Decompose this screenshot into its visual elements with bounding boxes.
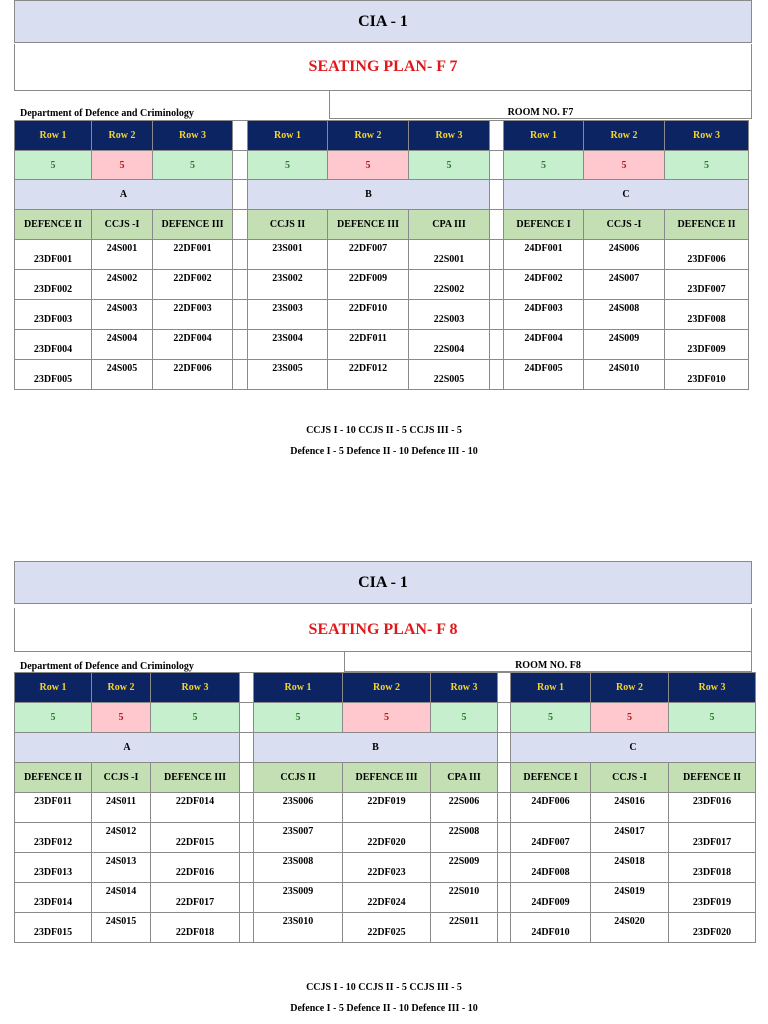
row-1-label: Row 1 [15, 121, 92, 151]
block-gap [233, 360, 248, 390]
seat-row [15, 330, 749, 360]
block-gap [498, 673, 511, 703]
seat-row [15, 270, 749, 300]
seat-cell: 23DF009 [665, 330, 749, 360]
block-gap [490, 210, 504, 240]
seat-cell: 22DF019 [343, 793, 431, 823]
seat-cell: 23DF013 [15, 853, 92, 883]
seat-cell: 24S018 [591, 853, 669, 883]
seat-cell: 23S003 [248, 300, 328, 330]
department-room-row [14, 652, 752, 672]
row-1-count: 5 [254, 703, 343, 733]
row-3-label: Row 3 [665, 121, 749, 151]
block-gap [498, 853, 511, 883]
row-2-count: 5 [92, 151, 153, 180]
row-2-label: Row 2 [92, 121, 153, 151]
block-c-name: C [504, 180, 749, 210]
seating-grid [14, 120, 749, 390]
row-3-label: Row 3 [431, 673, 498, 703]
seat-cell: 22DF004 [153, 330, 233, 360]
seat-row [15, 823, 756, 853]
ccjs-summary: CCJS I - 10 CCJS II - 5 CCJS III - 5 [306, 425, 462, 436]
row-3-label: Row 3 [153, 121, 233, 151]
seat-cell: 24S012 [92, 823, 151, 853]
seat-cell: 23DF006 [665, 240, 749, 270]
column-header-row [15, 763, 756, 793]
row-2-label: Row 2 [343, 673, 431, 703]
block-b-name: B [248, 180, 490, 210]
seat-cell: 22DF023 [343, 853, 431, 883]
seat-cell: 24DF010 [511, 913, 591, 943]
seat-cell: 24S017 [591, 823, 669, 853]
seat-cell: 24DF002 [504, 270, 584, 300]
column-header: DEFENCE III [151, 763, 240, 793]
seating-grid [14, 672, 756, 943]
block-gap [240, 823, 254, 853]
room-number: ROOM NO. F7 [329, 91, 752, 119]
column-header: CCJS -I [92, 210, 153, 240]
row-2-count: 5 [343, 703, 431, 733]
row-label-row [15, 673, 756, 703]
block-gap [233, 121, 248, 151]
exam-title: CIA - 1 [14, 0, 752, 43]
department-name: Department of Defence and Criminology [20, 108, 194, 119]
seat-cell: 24S002 [92, 270, 153, 300]
block-gap [240, 733, 254, 763]
block-gap [240, 883, 254, 913]
block-gap [498, 883, 511, 913]
seat-cell: 23S009 [254, 883, 343, 913]
seat-row [15, 853, 756, 883]
row-2-count: 5 [591, 703, 669, 733]
seat-cell: 22S005 [409, 360, 490, 390]
seat-cell: 23DF020 [669, 913, 756, 943]
block-c-name: C [511, 733, 756, 763]
seat-cell: 23S008 [254, 853, 343, 883]
column-header: DEFENCE II [665, 210, 749, 240]
row-2-label: Row 2 [591, 673, 669, 703]
column-header: DEFENCE II [15, 763, 92, 793]
seat-cell: 24S019 [591, 883, 669, 913]
seat-cell: 22DF024 [343, 883, 431, 913]
block-gap [233, 330, 248, 360]
row-1-label: Row 1 [15, 673, 92, 703]
column-header: CPA III [431, 763, 498, 793]
block-gap [498, 703, 511, 733]
seat-cell: 22DF011 [328, 330, 409, 360]
seat-cell: 23DF016 [669, 793, 756, 823]
column-header: CPA III [409, 210, 490, 240]
column-header: DEFENCE III [328, 210, 409, 240]
row-2-label: Row 2 [584, 121, 665, 151]
seat-cell: 24S006 [584, 240, 665, 270]
seat-cell: 23DF003 [15, 300, 92, 330]
seating-plan-title: SEATING PLAN- F 8 [14, 608, 752, 652]
seat-cell: 23DF017 [669, 823, 756, 853]
seat-cell: 24DF007 [511, 823, 591, 853]
block-gap [240, 793, 254, 823]
seat-cell: 22S004 [409, 330, 490, 360]
column-header: CCJS -I [584, 210, 665, 240]
column-header: CCJS II [254, 763, 343, 793]
seat-cell: 23DF014 [15, 883, 92, 913]
block-gap [240, 673, 254, 703]
seat-cell: 24S010 [584, 360, 665, 390]
seat-cell: 22DF017 [151, 883, 240, 913]
ccjs-summary: CCJS I - 10 CCJS II - 5 CCJS III - 5 [306, 982, 462, 993]
seat-cell: 24S015 [92, 913, 151, 943]
seat-cell: 24DF005 [504, 360, 584, 390]
row-count-row [15, 703, 756, 733]
seat-cell: 23DF010 [665, 360, 749, 390]
block-name-row [15, 733, 756, 763]
seat-cell: 24DF004 [504, 330, 584, 360]
row-3-label: Row 3 [409, 121, 490, 151]
block-gap [490, 330, 504, 360]
seat-cell: 24S013 [92, 853, 151, 883]
seat-cell: 24DF003 [504, 300, 584, 330]
row-2-label: Row 2 [328, 121, 409, 151]
seat-cell: 23DF005 [15, 360, 92, 390]
seat-cell: 23DF018 [669, 853, 756, 883]
block-gap [490, 151, 504, 180]
seat-cell: 24S003 [92, 300, 153, 330]
seat-cell: 23DF002 [15, 270, 92, 300]
row-3-count: 5 [409, 151, 490, 180]
seat-cell: 22DF015 [151, 823, 240, 853]
block-gap [490, 360, 504, 390]
seat-cell: 24S001 [92, 240, 153, 270]
seat-cell: 22S008 [431, 823, 498, 853]
row-3-label: Row 3 [669, 673, 756, 703]
block-gap [233, 270, 248, 300]
seat-cell: 22S009 [431, 853, 498, 883]
seat-cell: 23DF019 [669, 883, 756, 913]
block-gap [233, 300, 248, 330]
seat-cell: 24S007 [584, 270, 665, 300]
row-3-count: 5 [151, 703, 240, 733]
seat-cell: 22DF003 [153, 300, 233, 330]
block-gap [233, 180, 248, 210]
row-3-label: Row 3 [151, 673, 240, 703]
row-count-row [15, 151, 749, 180]
defence-summary: Defence I - 5 Defence II - 10 Defence III - 10 [290, 1003, 478, 1014]
row-1-label: Row 1 [248, 121, 328, 151]
seat-cell: 23S004 [248, 330, 328, 360]
seat-row [15, 360, 749, 390]
block-a-name: A [15, 180, 233, 210]
seat-cell: 24S011 [92, 793, 151, 823]
column-header: DEFENCE II [15, 210, 92, 240]
block-gap [498, 823, 511, 853]
column-header: CCJS -I [591, 763, 669, 793]
seat-cell: 22DF010 [328, 300, 409, 330]
seat-cell: 22S003 [409, 300, 490, 330]
column-header-row [15, 210, 749, 240]
seat-cell: 22S002 [409, 270, 490, 300]
block-gap [240, 853, 254, 883]
row-1-label: Row 1 [254, 673, 343, 703]
row-1-count: 5 [15, 151, 92, 180]
block-gap [498, 763, 511, 793]
room-number: ROOM NO. F8 [344, 652, 752, 672]
row-3-count: 5 [669, 703, 756, 733]
block-gap [233, 151, 248, 180]
block-gap [490, 270, 504, 300]
department-name: Department of Defence and Criminology [20, 661, 194, 672]
column-header: DEFENCE I [511, 763, 591, 793]
department-room-row [14, 91, 752, 119]
defence-summary: Defence I - 5 Defence II - 10 Defence III - 10 [290, 446, 478, 457]
block-gap [240, 913, 254, 943]
seat-row [15, 300, 749, 330]
seat-cell: 22DF014 [151, 793, 240, 823]
seat-cell: 24S014 [92, 883, 151, 913]
block-gap [498, 793, 511, 823]
seat-row [15, 793, 756, 823]
seat-cell: 22DF006 [153, 360, 233, 390]
seat-cell: 23DF015 [15, 913, 92, 943]
row-1-count: 5 [504, 151, 584, 180]
column-header: DEFENCE II [669, 763, 756, 793]
block-gap [240, 763, 254, 793]
seat-cell: 22DF025 [343, 913, 431, 943]
block-a-name: A [15, 733, 240, 763]
seat-row [15, 240, 749, 270]
seat-cell: 22DF009 [328, 270, 409, 300]
seat-cell: 23DF008 [665, 300, 749, 330]
row-1-label: Row 1 [504, 121, 584, 151]
seat-cell: 24DF008 [511, 853, 591, 883]
seat-cell: 23DF001 [15, 240, 92, 270]
seat-cell: 24DF009 [511, 883, 591, 913]
seat-cell: 24DF001 [504, 240, 584, 270]
row-1-label: Row 1 [511, 673, 591, 703]
seat-cell: 22DF001 [153, 240, 233, 270]
seat-cell: 23DF004 [15, 330, 92, 360]
column-header: DEFENCE III [343, 763, 431, 793]
seat-cell: 24S008 [584, 300, 665, 330]
row-3-count: 5 [153, 151, 233, 180]
block-gap [240, 703, 254, 733]
column-header: CCJS -I [92, 763, 151, 793]
seat-cell: 23DF011 [15, 793, 92, 823]
seat-cell: 22DF012 [328, 360, 409, 390]
block-gap [490, 121, 504, 151]
seat-cell: 22DF002 [153, 270, 233, 300]
seat-cell: 24S020 [591, 913, 669, 943]
seat-cell: 23DF007 [665, 270, 749, 300]
column-header: DEFENCE III [153, 210, 233, 240]
seat-cell: 22DF007 [328, 240, 409, 270]
seat-cell: 23S006 [254, 793, 343, 823]
exam-title: CIA - 1 [14, 561, 752, 604]
block-name-row [15, 180, 749, 210]
block-gap [490, 180, 504, 210]
seat-row [15, 913, 756, 943]
seat-cell: 22S010 [431, 883, 498, 913]
seat-row [15, 883, 756, 913]
row-1-count: 5 [15, 703, 92, 733]
seat-cell: 22DF018 [151, 913, 240, 943]
block-gap [498, 913, 511, 943]
seat-cell: 22DF020 [343, 823, 431, 853]
block-gap [490, 300, 504, 330]
row-3-count: 5 [431, 703, 498, 733]
block-gap [233, 240, 248, 270]
row-1-count: 5 [511, 703, 591, 733]
seat-cell: 23S001 [248, 240, 328, 270]
seat-cell: 24S004 [92, 330, 153, 360]
seat-cell: 24S005 [92, 360, 153, 390]
seat-cell: 23S007 [254, 823, 343, 853]
column-header: CCJS II [248, 210, 328, 240]
block-gap [490, 240, 504, 270]
seat-cell: 24S009 [584, 330, 665, 360]
row-2-count: 5 [584, 151, 665, 180]
column-header: DEFENCE I [504, 210, 584, 240]
row-2-count: 5 [328, 151, 409, 180]
row-label-row [15, 121, 749, 151]
block-gap [498, 733, 511, 763]
seat-cell: 24S016 [591, 793, 669, 823]
block-b-name: B [254, 733, 498, 763]
seat-cell: 24DF006 [511, 793, 591, 823]
row-1-count: 5 [248, 151, 328, 180]
seating-plan-title: SEATING PLAN- F 7 [14, 44, 752, 91]
seat-cell: 23S010 [254, 913, 343, 943]
row-3-count: 5 [665, 151, 749, 180]
block-gap [233, 210, 248, 240]
seat-cell: 22S001 [409, 240, 490, 270]
row-2-count: 5 [92, 703, 151, 733]
seat-cell: 23S002 [248, 270, 328, 300]
seat-cell: 23DF012 [15, 823, 92, 853]
row-2-label: Row 2 [92, 673, 151, 703]
seat-cell: 23S005 [248, 360, 328, 390]
seat-cell: 22S006 [431, 793, 498, 823]
seat-cell: 22S011 [431, 913, 498, 943]
seat-cell: 22DF016 [151, 853, 240, 883]
